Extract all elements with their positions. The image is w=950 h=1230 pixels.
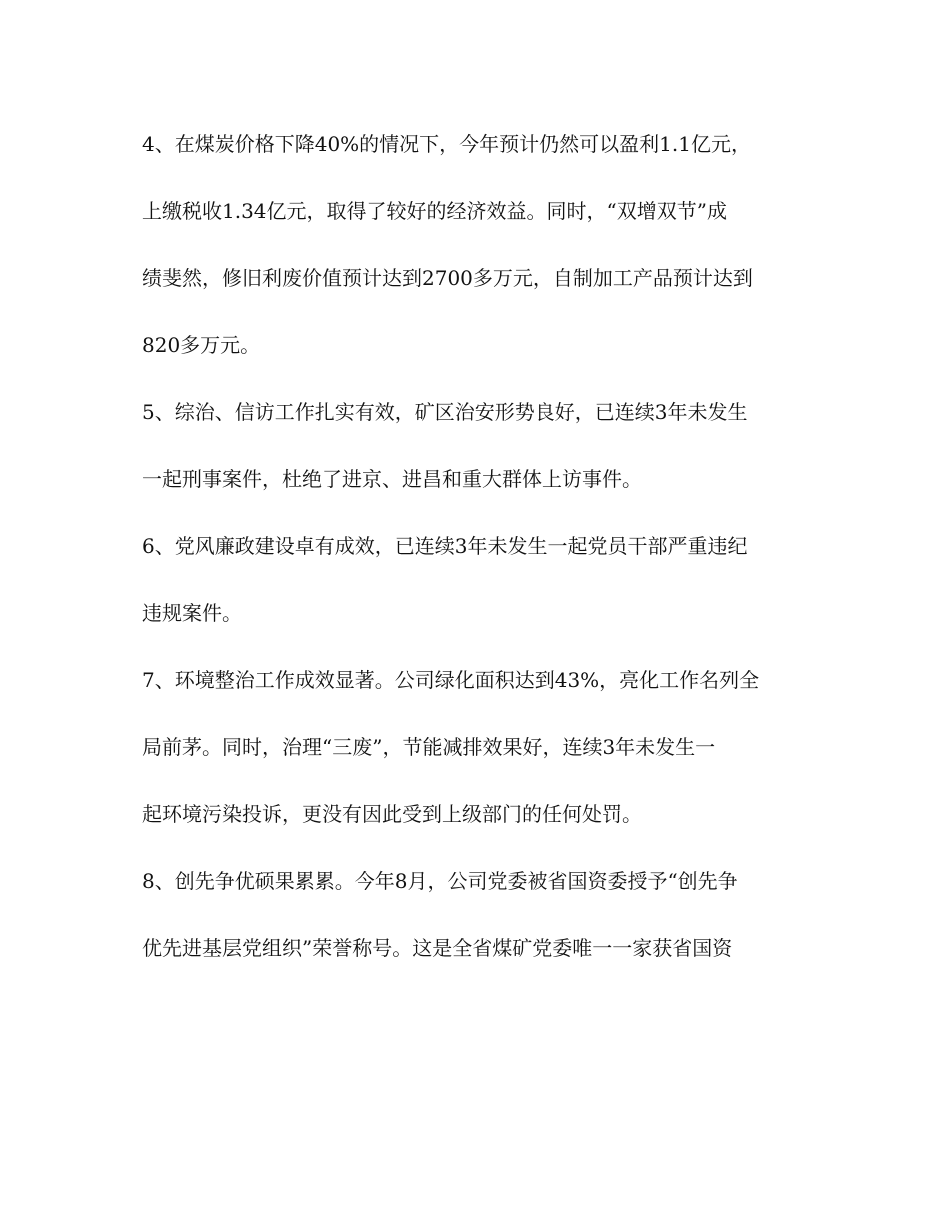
text-line: 起环境污染投诉，更没有因此受到上级部门的任何处罚。: [142, 802, 642, 826]
paragraph-5-public-security: [142, 396, 812, 530]
paragraph-7-environment: [142, 664, 812, 865]
text-line: 违规案件。: [142, 601, 242, 625]
document-body: [142, 128, 812, 999]
text-line: 绩斐然，修旧利废价值预计达到2700多万元，自制加工产品预计达到: [142, 266, 753, 290]
paragraph-6-integrity: [142, 530, 812, 664]
text-line: 6、党风廉政建设卓有成效，已连续3年未发生一起党员干部严重违纪: [142, 534, 748, 558]
text-line: 8、创先争优硕果累累。今年8月，公司党委被省国资委授予“创先争: [142, 869, 738, 893]
text-line: 5、综治、信访工作扎实有效，矿区治安形势良好，已连续3年未发生: [142, 400, 748, 424]
paragraph-4-economic-benefits: [142, 128, 812, 396]
text-line: 上缴税收1.34亿元，取得了较好的经济效益。同时，“双增双节”成: [142, 199, 727, 223]
text-line: 7、环境整治工作成效显著。公司绿化面积达到43%，亮化工作名列全: [142, 668, 760, 692]
text-line: 4、在煤炭价格下降40%的情况下，今年预计仍然可以盈利1.1亿元，: [142, 132, 751, 156]
text-line: 一起刑事案件，杜绝了进京、进昌和重大群体上访事件。: [142, 467, 642, 491]
text-line: 820多万元。: [142, 333, 261, 357]
paragraph-8-excellence: [142, 865, 812, 999]
text-line: 优先进基层党组织”荣誉称号。这是全省煤矿党委唯一一家获省国资: [142, 936, 733, 960]
text-line: 局前茅。同时，治理“三废”，节能减排效果好，连续3年未发生一: [142, 735, 716, 759]
